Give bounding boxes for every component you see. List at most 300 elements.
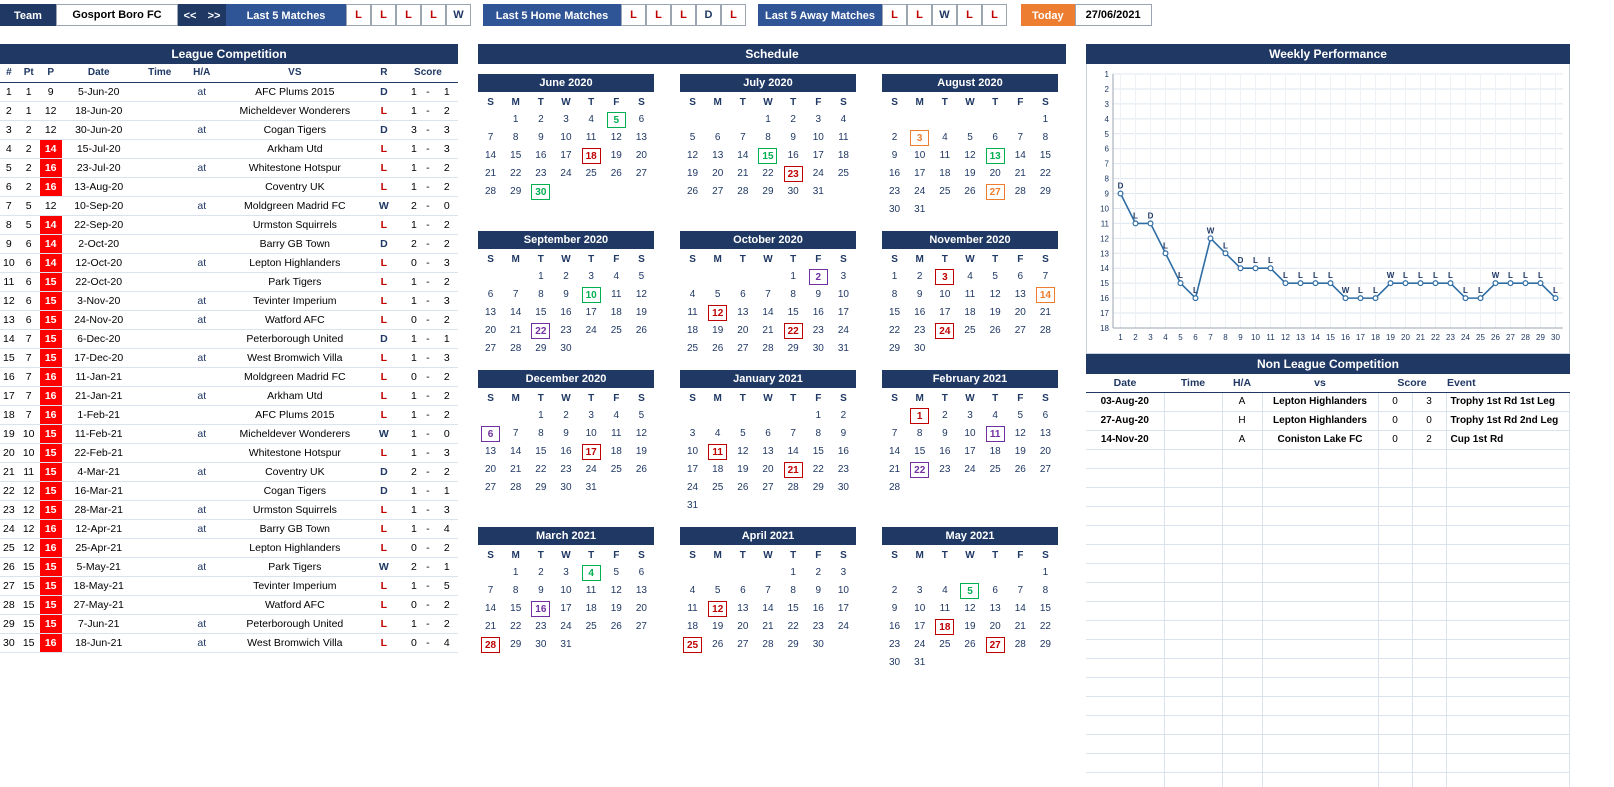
table-row[interactable] (0, 310, 458, 329)
calendar-day[interactable]: 21 (737, 168, 749, 179)
calendar-day[interactable]: 3 (910, 130, 929, 146)
calendar-day[interactable]: 2 (840, 410, 847, 421)
calendar-day[interactable]: 11 (708, 444, 727, 460)
table-row-empty[interactable] (1086, 468, 1570, 487)
calendar-day[interactable]: 24 (935, 323, 954, 339)
calendar-day[interactable]: 1 (790, 271, 796, 282)
calendar-day[interactable]: 8 (512, 585, 519, 596)
table-row-empty[interactable] (1086, 449, 1570, 468)
calendar-day[interactable]: 21 (762, 325, 774, 336)
calendar-day[interactable]: 31 (837, 343, 849, 354)
calendar-day[interactable]: 23 (535, 621, 547, 632)
calendar-day[interactable]: 27 (737, 343, 749, 354)
calendar-day[interactable]: 23 (889, 639, 901, 650)
calendar-day[interactable]: 23 (812, 621, 824, 632)
calendar-day[interactable]: 10 (914, 603, 926, 614)
calendar-day[interactable]: 26 (610, 168, 622, 179)
calendar-day[interactable]: 24 (812, 168, 824, 179)
calendar-day[interactable]: 1 (790, 567, 796, 578)
calendar-day[interactable]: 28 (737, 186, 749, 197)
calendar-day[interactable]: 7 (487, 585, 494, 596)
calendar-day[interactable]: 18 (610, 446, 622, 457)
calendar-day[interactable]: 11 (687, 307, 698, 318)
calendar-day[interactable]: 8 (790, 585, 796, 596)
table-row-empty[interactable] (1086, 696, 1570, 715)
table-row[interactable] (0, 462, 458, 481)
calendar-day[interactable]: 3 (916, 585, 923, 596)
calendar-day[interactable]: 6 (765, 428, 771, 439)
calendar-day[interactable]: 24 (585, 464, 597, 475)
calendar-day[interactable]: 5 (714, 289, 721, 300)
calendar-day[interactable]: 4 (588, 114, 594, 125)
calendar-day[interactable]: 22 (531, 323, 550, 339)
calendar-day[interactable]: 7 (1042, 271, 1049, 282)
calendar-day[interactable]: 15 (889, 307, 901, 318)
calendar-day[interactable]: 19 (964, 621, 976, 632)
calendar-day[interactable]: 9 (790, 132, 796, 143)
calendar-day[interactable]: 3 (967, 410, 973, 421)
calendar-day[interactable]: 8 (538, 289, 544, 300)
calendar-day[interactable]: 27 (1014, 325, 1026, 336)
table-row-empty[interactable] (1086, 544, 1570, 563)
calendar-day[interactable]: 12 (635, 289, 647, 300)
calendar-day[interactable]: 1 (1042, 114, 1049, 125)
table-row-empty[interactable] (1086, 506, 1570, 525)
calendar-day[interactable]: 19 (687, 168, 699, 179)
calendar-day[interactable]: 2 (942, 410, 948, 421)
calendar-day[interactable]: 17 (560, 150, 572, 161)
calendar-day[interactable]: 18 (939, 168, 951, 179)
calendar-day[interactable]: 13 (1014, 289, 1026, 300)
calendar-day[interactable]: 1 (512, 567, 519, 578)
calendar-day[interactable]: 20 (1039, 446, 1051, 457)
calendar-day[interactable]: 18 (582, 148, 601, 164)
calendar-day[interactable]: 13 (635, 132, 647, 143)
calendar-day[interactable]: 15 (510, 150, 522, 161)
calendar-day[interactable]: 22 (535, 464, 547, 475)
calendar-day[interactable]: 8 (891, 289, 898, 300)
calendar-day[interactable]: 11 (939, 603, 951, 614)
calendar-day[interactable]: 15 (812, 446, 824, 457)
calendar-day[interactable]: 20 (635, 150, 647, 161)
calendar-day[interactable]: 6 (1017, 271, 1024, 282)
calendar-day[interactable]: 21 (762, 621, 774, 632)
calendar-day[interactable]: 11 (964, 289, 976, 300)
table-row-empty[interactable] (1086, 658, 1570, 677)
calendar-day[interactable]: 27 (635, 168, 647, 179)
table-row-empty[interactable] (1086, 563, 1570, 582)
calendar-day[interactable]: 2 (790, 114, 796, 125)
calendar-day[interactable]: 4 (992, 410, 998, 421)
calendar-day[interactable]: 20 (989, 621, 1001, 632)
calendar-day[interactable]: 25 (610, 464, 622, 475)
calendar-day[interactable]: 28 (510, 482, 522, 493)
calendar-day[interactable]: 16 (889, 168, 901, 179)
calendar-day[interactable]: 6 (714, 132, 721, 143)
calendar-day[interactable]: 16 (812, 307, 824, 318)
calendar-day[interactable]: 29 (510, 639, 522, 650)
calendar-day[interactable]: 2 (538, 567, 544, 578)
calendar-day[interactable]: 12 (989, 289, 1001, 300)
calendar-day[interactable]: 21 (485, 168, 497, 179)
calendar-day[interactable]: 29 (1039, 186, 1051, 197)
calendar-day[interactable]: 21 (1039, 307, 1051, 318)
calendar-day[interactable]: 16 (531, 601, 550, 617)
table-row[interactable] (1086, 392, 1570, 411)
calendar-day[interactable]: 26 (712, 639, 724, 650)
calendar-day[interactable]: 13 (712, 150, 724, 161)
calendar-day[interactable]: 9 (815, 585, 822, 596)
table-row-empty[interactable] (1086, 601, 1570, 620)
table-row[interactable] (0, 139, 458, 158)
calendar-day[interactable]: 8 (765, 132, 771, 143)
calendar-day[interactable]: 23 (560, 325, 572, 336)
calendar-day[interactable]: 12 (1014, 428, 1026, 439)
calendar-day[interactable]: 6 (638, 114, 645, 125)
calendar-day[interactable]: 17 (914, 621, 926, 632)
calendar-day[interactable]: 16 (837, 446, 849, 457)
calendar-day[interactable]: 24 (914, 186, 926, 197)
table-row[interactable] (0, 424, 458, 443)
calendar-day[interactable]: 19 (635, 446, 647, 457)
calendar-day[interactable]: 19 (712, 621, 724, 632)
calendar-day[interactable]: 10 (560, 132, 572, 143)
table-row[interactable] (0, 234, 458, 253)
calendar-day[interactable]: 12 (610, 585, 622, 596)
calendar-day[interactable]: 24 (914, 639, 926, 650)
calendar-day[interactable]: 29 (535, 343, 547, 354)
calendar-day[interactable]: 6 (740, 585, 746, 596)
calendar-day[interactable]: 17 (964, 446, 976, 457)
calendar-day[interactable]: 11 (986, 426, 1005, 442)
calendar-day[interactable]: 10 (964, 428, 976, 439)
calendar-day[interactable]: 25 (585, 621, 597, 632)
calendar-day[interactable]: 22 (910, 462, 929, 478)
calendar-day[interactable]: 25 (964, 325, 976, 336)
calendar-day[interactable]: 11 (611, 289, 622, 300)
calendar-day[interactable]: 17 (585, 307, 597, 318)
calendar-day[interactable]: 4 (613, 271, 620, 282)
calendar-day[interactable]: 9 (916, 289, 923, 300)
calendar-day[interactable]: 23 (939, 464, 951, 475)
table-row[interactable] (0, 120, 458, 139)
calendar-day[interactable]: 19 (989, 307, 1001, 318)
calendar-day[interactable]: 2 (916, 271, 923, 282)
calendar-day[interactable]: 10 (837, 585, 849, 596)
calendar-day[interactable]: 16 (560, 446, 572, 457)
calendar-day[interactable]: 6 (638, 567, 645, 578)
calendar-day[interactable]: 8 (1042, 585, 1049, 596)
table-row[interactable] (0, 101, 458, 120)
calendar-day[interactable]: 20 (485, 464, 497, 475)
calendar-day[interactable]: 31 (560, 639, 572, 650)
calendar-day[interactable]: 30 (914, 343, 926, 354)
table-row-empty[interactable] (1086, 487, 1570, 506)
calendar-day[interactable]: 7 (765, 585, 771, 596)
calendar-day[interactable]: 28 (889, 482, 901, 493)
calendar-day[interactable]: 20 (762, 464, 774, 475)
calendar-day[interactable]: 4 (582, 565, 601, 581)
calendar-day[interactable]: 12 (964, 603, 976, 614)
table-row[interactable] (0, 253, 458, 272)
calendar-day[interactable]: 29 (762, 186, 774, 197)
calendar-day[interactable]: 12 (687, 150, 699, 161)
calendar-day[interactable]: 27 (485, 343, 497, 354)
calendar-day[interactable]: 14 (485, 603, 497, 614)
calendar-day[interactable]: 25 (837, 168, 849, 179)
calendar-day[interactable]: 7 (790, 428, 796, 439)
calendar-day[interactable]: 3 (588, 410, 594, 421)
calendar-day[interactable]: 19 (737, 464, 749, 475)
calendar-day[interactable]: 2 (538, 114, 544, 125)
calendar-day[interactable]: 4 (967, 271, 973, 282)
calendar-day[interactable]: 29 (535, 482, 547, 493)
calendar-day[interactable]: 20 (712, 168, 724, 179)
calendar-day[interactable]: 2 (891, 585, 898, 596)
calendar-day[interactable]: 23 (837, 464, 849, 475)
calendar-day[interactable]: 20 (737, 325, 749, 336)
calendar-day[interactable]: 25 (989, 464, 1001, 475)
calendar-day[interactable]: 28 (481, 637, 500, 653)
calendar-day[interactable]: 4 (714, 428, 721, 439)
calendar-day[interactable]: 26 (635, 464, 647, 475)
calendar-day[interactable]: 1 (512, 114, 519, 125)
calendar-day[interactable]: 2 (563, 410, 569, 421)
calendar-day[interactable]: 5 (613, 567, 620, 578)
table-row[interactable] (0, 348, 458, 367)
calendar-day[interactable]: 19 (1014, 446, 1026, 457)
calendar-day[interactable]: 13 (485, 446, 497, 457)
table-row[interactable] (0, 177, 458, 196)
calendar-day[interactable]: 23 (914, 325, 926, 336)
calendar-day[interactable]: 5 (638, 410, 645, 421)
calendar-day[interactable]: 17 (687, 464, 699, 475)
calendar-day[interactable]: 24 (560, 168, 572, 179)
calendar-day[interactable]: 25 (939, 186, 951, 197)
calendar-day[interactable]: 13 (989, 603, 1001, 614)
calendar-day[interactable]: 28 (485, 186, 497, 197)
calendar-day[interactable]: 11 (585, 132, 597, 143)
calendar-day[interactable]: 26 (737, 482, 749, 493)
calendar-day[interactable]: 10 (585, 428, 597, 439)
calendar-day[interactable]: 14 (510, 307, 522, 318)
calendar-day[interactable]: 18 (964, 307, 976, 318)
calendar-day[interactable]: 8 (790, 289, 796, 300)
calendar-day[interactable]: 17 (939, 307, 951, 318)
calendar-day[interactable]: 19 (610, 603, 622, 614)
calendar-day[interactable]: 5 (740, 428, 746, 439)
calendar-day[interactable]: 27 (1039, 464, 1051, 475)
calendar-day[interactable]: 7 (1017, 585, 1024, 596)
calendar-day[interactable]: 27 (635, 621, 647, 632)
calendar-day[interactable]: 25 (939, 639, 951, 650)
calendar-day[interactable]: 25 (585, 168, 597, 179)
calendar-day[interactable]: 5 (607, 112, 626, 128)
table-row[interactable] (0, 557, 458, 576)
calendar-day[interactable]: 13 (737, 307, 749, 318)
calendar-day[interactable]: 3 (840, 271, 847, 282)
table-row-empty[interactable] (1086, 620, 1570, 639)
calendar-day[interactable]: 29 (1039, 639, 1051, 650)
calendar-day[interactable]: 9 (815, 289, 822, 300)
calendar-day[interactable]: 9 (538, 132, 544, 143)
table-row[interactable] (0, 329, 458, 348)
calendar-day[interactable]: 22 (812, 464, 824, 475)
calendar-day[interactable]: 25 (610, 325, 622, 336)
calendar-day[interactable]: 23 (535, 168, 547, 179)
table-row[interactable] (0, 386, 458, 405)
calendar-day[interactable]: 15 (787, 307, 799, 318)
calendar-day[interactable]: 18 (837, 150, 849, 161)
calendar-day[interactable]: 18 (712, 464, 724, 475)
calendar-day[interactable]: 7 (1017, 132, 1024, 143)
calendar-day[interactable]: 6 (487, 289, 494, 300)
calendar-day[interactable]: 9 (891, 150, 898, 161)
calendar-day[interactable]: 1 (538, 410, 544, 421)
calendar-day[interactable]: 28 (787, 482, 799, 493)
calendar-day[interactable]: 30 (560, 482, 572, 493)
calendar-day[interactable]: 2 (891, 132, 898, 143)
calendar-day[interactable]: 26 (1014, 464, 1026, 475)
calendar-day[interactable]: 14 (762, 307, 774, 318)
calendar-day[interactable]: 16 (787, 150, 799, 161)
calendar-day[interactable]: 12 (737, 446, 749, 457)
calendar-day[interactable]: 16 (560, 307, 572, 318)
calendar-day[interactable]: 8 (538, 428, 544, 439)
calendar-day[interactable]: 22 (889, 325, 901, 336)
table-row[interactable] (0, 367, 458, 386)
calendar-day[interactable]: 18 (935, 619, 954, 635)
calendar-day[interactable]: 31 (585, 482, 597, 493)
table-row-empty[interactable] (1086, 753, 1570, 772)
calendar-day[interactable]: 3 (840, 567, 847, 578)
table-row[interactable] (0, 481, 458, 500)
calendar-day[interactable]: 28 (1014, 186, 1026, 197)
table-row[interactable] (0, 576, 458, 595)
calendar-day[interactable]: 22 (762, 168, 774, 179)
calendar-day[interactable]: 24 (964, 464, 976, 475)
calendar-day[interactable]: 1 (891, 271, 898, 282)
calendar-day[interactable]: 26 (610, 621, 622, 632)
table-row[interactable] (0, 82, 458, 101)
calendar-day[interactable]: 15 (787, 603, 799, 614)
calendar-day[interactable]: 14 (889, 446, 901, 457)
calendar-day[interactable]: 30 (560, 343, 572, 354)
calendar-day[interactable]: 1 (765, 114, 771, 125)
table-row[interactable] (0, 595, 458, 614)
calendar-day[interactable]: 29 (889, 343, 901, 354)
calendar-day[interactable]: 9 (891, 603, 898, 614)
calendar-day[interactable]: 9 (942, 428, 948, 439)
table-row[interactable] (0, 519, 458, 538)
calendar-day[interactable]: 19 (964, 168, 976, 179)
calendar-day[interactable]: 3 (689, 428, 696, 439)
calendar-day[interactable]: 17 (560, 603, 572, 614)
calendar-day[interactable]: 4 (942, 585, 948, 596)
calendar-day[interactable]: 2 (815, 567, 822, 578)
calendar-day[interactable]: 12 (708, 305, 727, 321)
calendar-day[interactable]: 7 (512, 428, 519, 439)
calendar-day[interactable]: 10 (560, 585, 572, 596)
calendar-day[interactable]: 11 (585, 585, 597, 596)
calendar-day[interactable]: 7 (765, 289, 771, 300)
calendar-day[interactable]: 17 (582, 444, 601, 460)
calendar-day[interactable]: 16 (939, 446, 951, 457)
calendar-day[interactable]: 24 (560, 621, 572, 632)
calendar-day[interactable]: 14 (762, 603, 774, 614)
calendar-day[interactable]: 25 (687, 343, 699, 354)
calendar-day[interactable]: 14 (485, 150, 497, 161)
calendar-day[interactable]: 6 (1042, 410, 1049, 421)
calendar-day[interactable]: 13 (485, 307, 497, 318)
calendar-day[interactable]: 18 (585, 603, 597, 614)
calendar-day[interactable]: 26 (964, 186, 976, 197)
calendar-day[interactable]: 30 (889, 204, 901, 215)
calendar-day[interactable]: 6 (740, 289, 746, 300)
calendar-day[interactable]: 18 (989, 446, 1001, 457)
calendar-day[interactable]: 4 (689, 289, 696, 300)
calendar-day[interactable]: 14 (737, 150, 749, 161)
calendar-day[interactable]: 10 (837, 289, 849, 300)
table-row[interactable] (0, 633, 458, 652)
calendar-day[interactable]: 19 (635, 307, 647, 318)
calendar-day[interactable]: 12 (635, 428, 647, 439)
calendar-day[interactable]: 17 (812, 150, 824, 161)
table-row-empty[interactable] (1086, 715, 1570, 734)
table-row[interactable] (1086, 430, 1570, 449)
calendar-day[interactable]: 3 (588, 271, 594, 282)
calendar-day[interactable]: 27 (986, 184, 1005, 200)
team-selector[interactable]: Gosport Boro FC (56, 4, 178, 26)
calendar-day[interactable]: 11 (687, 603, 698, 614)
calendar-day[interactable]: 7 (891, 428, 898, 439)
calendar-day[interactable]: 27 (712, 186, 724, 197)
calendar-day[interactable]: 12 (964, 150, 976, 161)
calendar-day[interactable]: 4 (613, 410, 620, 421)
table-row[interactable] (0, 215, 458, 234)
calendar-day[interactable]: 14 (1036, 287, 1055, 303)
calendar-day[interactable]: 9 (538, 585, 544, 596)
calendar-day[interactable]: 9 (563, 428, 569, 439)
calendar-day[interactable]: 5 (1017, 410, 1024, 421)
calendar-day[interactable]: 31 (687, 500, 699, 511)
calendar-day[interactable]: 26 (635, 325, 647, 336)
calendar-day[interactable]: 27 (485, 482, 497, 493)
calendar-day[interactable]: 28 (762, 343, 774, 354)
calendar-day[interactable]: 6 (992, 585, 998, 596)
calendar-day[interactable]: 8 (1042, 132, 1049, 143)
calendar-day[interactable]: 15 (510, 603, 522, 614)
calendar-day[interactable]: 3 (563, 114, 569, 125)
table-row[interactable] (0, 500, 458, 519)
table-row[interactable] (0, 443, 458, 462)
calendar-day[interactable]: 3 (815, 114, 822, 125)
calendar-day[interactable]: 17 (837, 307, 849, 318)
calendar-day[interactable]: 27 (986, 637, 1005, 653)
calendar-day[interactable]: 10 (812, 132, 824, 143)
calendar-day[interactable]: 30 (812, 343, 824, 354)
table-row[interactable] (1086, 411, 1570, 430)
calendar-day[interactable]: 21 (510, 325, 522, 336)
calendar-day[interactable]: 2 (809, 269, 828, 285)
calendar-day[interactable]: 20 (989, 168, 1001, 179)
calendar-day[interactable]: 17 (914, 168, 926, 179)
calendar-day[interactable]: 24 (837, 325, 849, 336)
calendar-day[interactable]: 8 (916, 428, 923, 439)
calendar-day[interactable]: 22 (1039, 621, 1051, 632)
table-row[interactable] (0, 196, 458, 215)
calendar-day[interactable]: 13 (986, 148, 1005, 164)
